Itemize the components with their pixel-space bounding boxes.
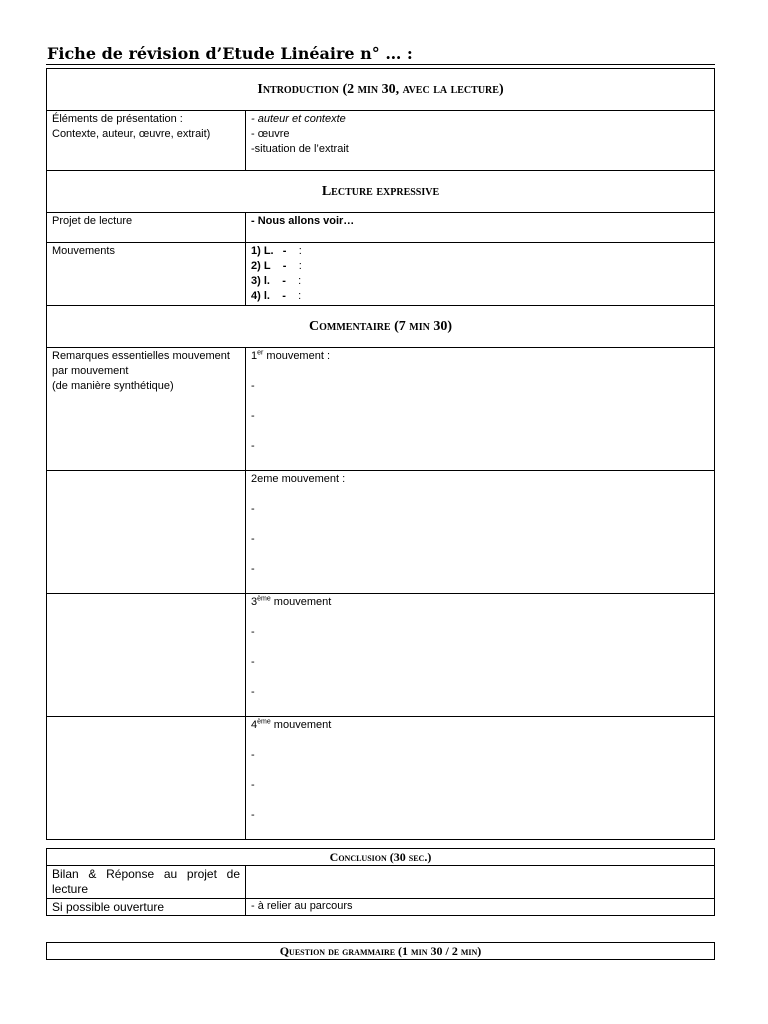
bilan-label: Bilan & Réponse au projet de lecture — [47, 866, 246, 899]
grammaire-header: Question de grammaire (1 min 30 / 2 min) — [47, 943, 715, 960]
mouvement-block-1-bullet-3: - — [251, 440, 255, 452]
mouvement-block-2-bullet-2: - — [251, 533, 255, 545]
mouvement-block-1 — [246, 348, 715, 471]
commentaire-row-2 — [47, 471, 715, 594]
intro-row — [47, 111, 715, 171]
commentaire-left-line-3: (de manière synthétique) — [52, 380, 174, 392]
intro-left-cell — [47, 111, 246, 171]
intro-header: Introduction (2 min 30, avec la lecture) — [47, 69, 715, 111]
lecture-header: Lecture expressive — [47, 171, 715, 213]
ouverture-row — [47, 899, 715, 916]
title-underline — [46, 64, 715, 65]
projet-value: - Nous allons voir… — [246, 213, 715, 243]
commentaire-left-line-1: Remarques essentielles mouvement — [52, 350, 230, 362]
mouvement-line-4: 4) l. - : — [251, 290, 302, 302]
mouvement-line-3: 3) l. - : — [251, 275, 302, 287]
commentaire-empty-cell-2 — [47, 471, 246, 594]
bilan-value — [246, 866, 715, 899]
mouvements-row — [47, 243, 715, 306]
mouvement-block-3-bullet-1: - — [251, 626, 255, 638]
mouvement-block-3-title: 3ème mouvement — [251, 595, 332, 608]
mouvement-block-4 — [246, 717, 715, 840]
intro-right-line-2: - œuvre — [251, 128, 290, 140]
mouvement-block-4-bullet-1: - — [251, 749, 255, 761]
lecture-header-row — [47, 171, 715, 213]
projet-row — [47, 213, 715, 243]
mouvement-block-4-bullet-2: - — [251, 779, 255, 791]
intro-right-line-3: -situation de l’extrait — [251, 143, 349, 155]
ouverture-value: - à relier au parcours — [246, 899, 715, 916]
commentaire-header: Commentaire (7 min 30) — [47, 306, 715, 348]
commentaire-row-1 — [47, 348, 715, 471]
intro-left-line-1: Éléments de présentation : — [52, 113, 183, 125]
mouvements-label: Mouvements — [47, 243, 246, 306]
mouvement-block-3-bullet-2: - — [251, 656, 255, 668]
intro-right-line-1: - auteur et contexte — [251, 113, 346, 125]
mouvement-block-1-bullet-1: - — [251, 380, 255, 392]
ouverture-label: Si possible ouverture — [47, 899, 246, 916]
page-title: Fiche de révision d’Etude Linéaire n° … : — [47, 44, 413, 63]
mouvement-line-1: 1) L. - : — [251, 245, 302, 257]
mouvement-block-1-title: 1er mouvement : — [251, 349, 330, 362]
bilan-row — [47, 866, 715, 899]
mouvement-line-2: 2) L - : — [251, 260, 302, 272]
commentaire-left-line-2: par mouvement — [52, 365, 129, 377]
intro-header-row — [47, 69, 715, 111]
commentaire-empty-cell-4 — [47, 717, 246, 840]
mouvement-block-3 — [246, 594, 715, 717]
mouvement-block-2-bullet-1: - — [251, 503, 255, 515]
grammaire-table — [46, 942, 715, 960]
mouvements-list — [246, 243, 715, 306]
mouvement-block-2-bullet-3: - — [251, 563, 255, 575]
conclusion-table — [46, 848, 715, 916]
main-table — [46, 68, 715, 840]
mouvement-block-3-bullet-3: - — [251, 686, 255, 698]
conclusion-header-row — [47, 849, 715, 866]
mouvement-block-4-bullet-3: - — [251, 809, 255, 821]
commentaire-header-row — [47, 306, 715, 348]
commentaire-left-cell — [47, 348, 246, 471]
mouvement-block-4-title: 4ème mouvement — [251, 718, 332, 731]
grammaire-header-row — [47, 943, 715, 960]
commentaire-row-4 — [47, 717, 715, 840]
mouvement-block-2-title: 2eme mouvement : — [251, 473, 346, 485]
conclusion-header: Conclusion (30 sec.) — [47, 849, 715, 866]
intro-right-cell — [246, 111, 715, 171]
intro-left-line-2: Contexte, auteur, œuvre, extrait) — [52, 128, 211, 140]
projet-label: Projet de lecture — [47, 213, 246, 243]
commentaire-row-3 — [47, 594, 715, 717]
commentaire-empty-cell-3 — [47, 594, 246, 717]
mouvement-block-2 — [246, 471, 715, 594]
mouvement-block-1-bullet-2: - — [251, 410, 255, 422]
